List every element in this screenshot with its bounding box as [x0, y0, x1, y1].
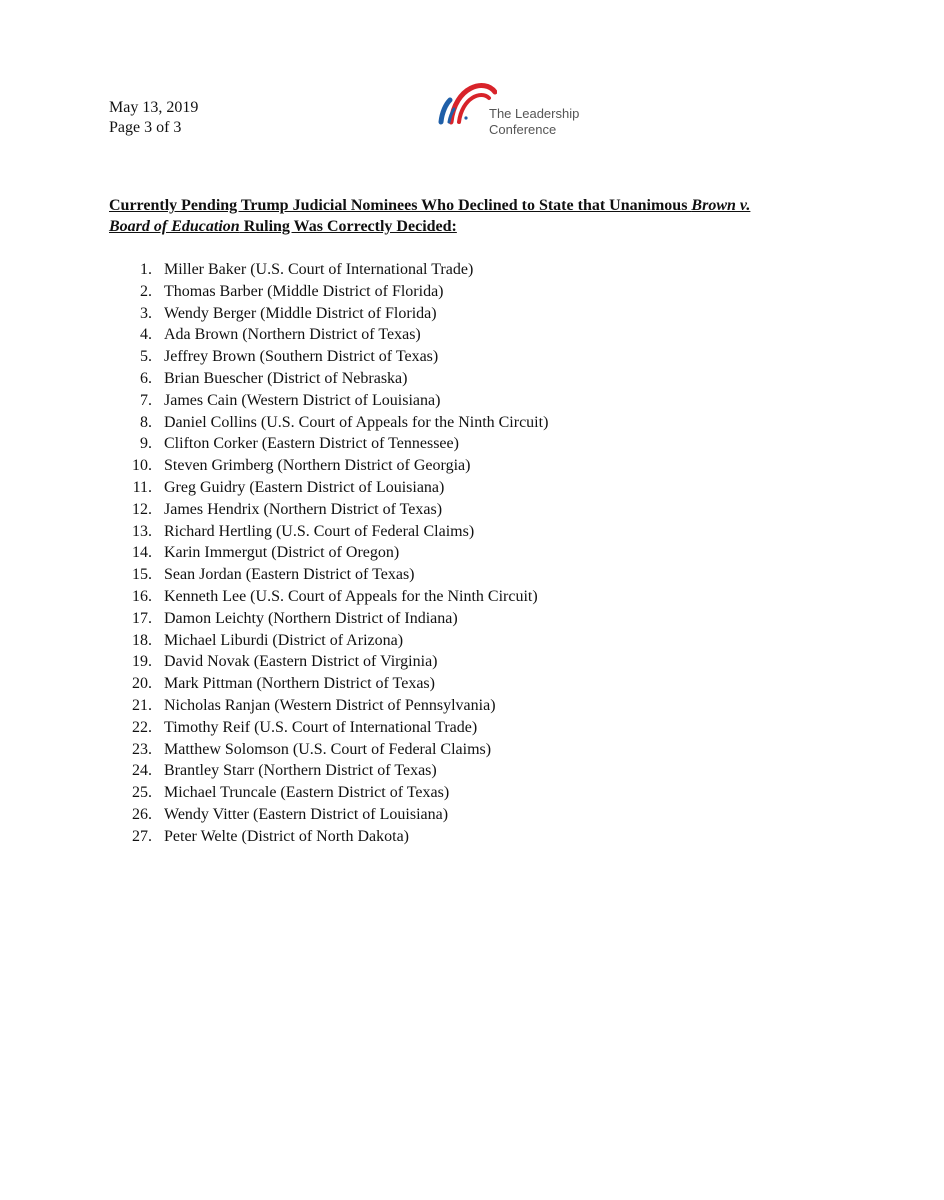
list-item: [109, 564, 548, 586]
list-item-text: James Hendrix (Northern District of Texas): [164, 500, 443, 518]
list-item-text: Matthew Solomson (U.S. Court of Federal Claims): [164, 740, 492, 758]
list-item-text: Jeffrey Brown (Southern District of Texas): [164, 348, 439, 366]
list-item-number: 11.: [132, 478, 152, 496]
list-item-number: 23.: [132, 740, 152, 758]
list-item-text: Ada Brown (Northern District of Texas): [164, 326, 421, 344]
list-item-number: 15.: [132, 566, 152, 584]
list-item-text: Peter Welte (District of North Dakota): [164, 827, 410, 845]
list-item-number: 1.: [140, 261, 152, 278]
list-item: [109, 542, 548, 564]
list-item: [109, 324, 548, 346]
list-item: [109, 651, 548, 673]
list-item-text: Steven Grimberg (Northern District of Georgia): [164, 457, 471, 475]
leadership-conference-logo: [437, 76, 597, 140]
list-item-text: Damon Leichty (Northern District of Indiana): [164, 609, 458, 627]
list-item: [109, 739, 548, 761]
list-item: [109, 521, 548, 543]
list-item-number: 7.: [140, 391, 152, 409]
list-item-text: Miller Baker (U.S. Court of International Trade): [164, 261, 474, 278]
list-item-number: 21.: [132, 696, 152, 714]
list-item: [109, 477, 548, 499]
list-item-text: James Cain (Western District of Louisiana): [164, 391, 441, 409]
header-meta: [109, 98, 198, 138]
list-item: [109, 259, 548, 281]
logo-line-2: Conference: [489, 122, 557, 137]
list-item-text: Kenneth Lee (U.S. Court of Appeals for the Ninth Circuit): [164, 587, 538, 605]
list-item: [109, 455, 548, 477]
list-item: [109, 346, 548, 368]
list-item: [109, 433, 548, 455]
list-item-number: 4.: [140, 326, 152, 344]
title-italic-2: Board of Education: [109, 218, 240, 235]
list-item-number: 16.: [132, 587, 152, 605]
list-item-number: 6.: [140, 369, 152, 387]
list-item-text: Timothy Reif (U.S. Court of International Trade): [164, 718, 478, 736]
list-item-number: 17.: [132, 609, 152, 627]
list-item-number: 26.: [132, 805, 152, 823]
list-item-text: Michael Truncale (Eastern District of Texas): [164, 784, 450, 802]
list-item-number: 3.: [140, 304, 152, 322]
list-item-number: 13.: [132, 522, 152, 540]
arch-logo-icon: [437, 76, 497, 126]
list-item: [109, 826, 548, 848]
list-item-text: Daniel Collins (U.S. Court of Appeals for the Ninth Circuit): [164, 413, 549, 431]
list-item-text: Thomas Barber (Middle District of Florida): [164, 282, 444, 300]
list-item-number: 20.: [132, 675, 152, 693]
list-item-text: Karin Immergut (District of Oregon): [164, 544, 400, 562]
list-item: [109, 608, 548, 630]
list-item-number: 12.: [132, 500, 152, 518]
list-item: [109, 281, 548, 303]
title-part-2: Ruling Was Correctly Decided:: [239, 218, 457, 235]
list-item: [109, 303, 548, 325]
list-item-text: David Novak (Eastern District of Virginia): [164, 653, 438, 671]
list-item: [109, 630, 548, 652]
list-item: [109, 390, 548, 412]
list-item-text: Clifton Corker (Eastern District of Tennessee): [164, 435, 459, 453]
nominee-list: [109, 259, 548, 848]
document-date: May 13, 2019: [109, 99, 199, 116]
list-item-number: 10.: [132, 457, 152, 475]
logo-line-1: The Leadership: [489, 106, 580, 121]
list-item: [109, 695, 548, 717]
list-item: [109, 499, 548, 521]
list-item-number: 5.: [140, 348, 152, 366]
list-item-text: Greg Guidry (Eastern District of Louisiana): [164, 478, 445, 496]
list-item: [109, 368, 548, 390]
list-item-text: Michael Liburdi (District of Arizona): [164, 631, 404, 649]
list-item-number: 24.: [132, 762, 152, 780]
list-item-number: 2.: [140, 282, 152, 300]
list-item: [109, 412, 548, 434]
list-item-text: Mark Pittman (Northern District of Texas): [164, 675, 435, 693]
page-number: Page 3 of 3: [109, 119, 182, 136]
list-item-text: Brian Buescher (District of Nebraska): [164, 369, 408, 387]
list-item-number: 8.: [140, 413, 152, 431]
list-item: [109, 760, 548, 782]
list-item-number: 9.: [140, 435, 152, 453]
list-item-text: Brantley Starr (Northern District of Texas): [164, 762, 437, 780]
document-title: [109, 195, 829, 237]
list-item: [109, 804, 548, 826]
list-item: [109, 586, 548, 608]
title-part-1: Currently Pending Trump Judicial Nominees Who Declined to State that Unanimous: [109, 197, 692, 214]
list-item-number: 19.: [132, 653, 152, 671]
list-item-text: Sean Jordan (Eastern District of Texas): [164, 566, 415, 584]
list-item-text: Richard Hertling (U.S. Court of Federal Claims): [164, 522, 475, 540]
list-item: [109, 673, 548, 695]
title-italic-1: Brown v.: [691, 197, 751, 214]
list-item-text: Wendy Vitter (Eastern District of Louisiana): [164, 805, 449, 823]
list-item-number: 14.: [132, 544, 152, 562]
list-item-number: 27.: [132, 827, 152, 845]
logo-text: [489, 106, 579, 138]
list-item-number: 25.: [132, 784, 152, 802]
list-item: [109, 717, 548, 739]
list-item-text: Wendy Berger (Middle District of Florida): [164, 304, 437, 322]
list-item-text: Nicholas Ranjan (Western District of Pennsylvania): [164, 696, 496, 714]
list-item-number: 22.: [132, 718, 152, 736]
list-item: [109, 782, 548, 804]
list-item-number: 18.: [132, 631, 152, 649]
